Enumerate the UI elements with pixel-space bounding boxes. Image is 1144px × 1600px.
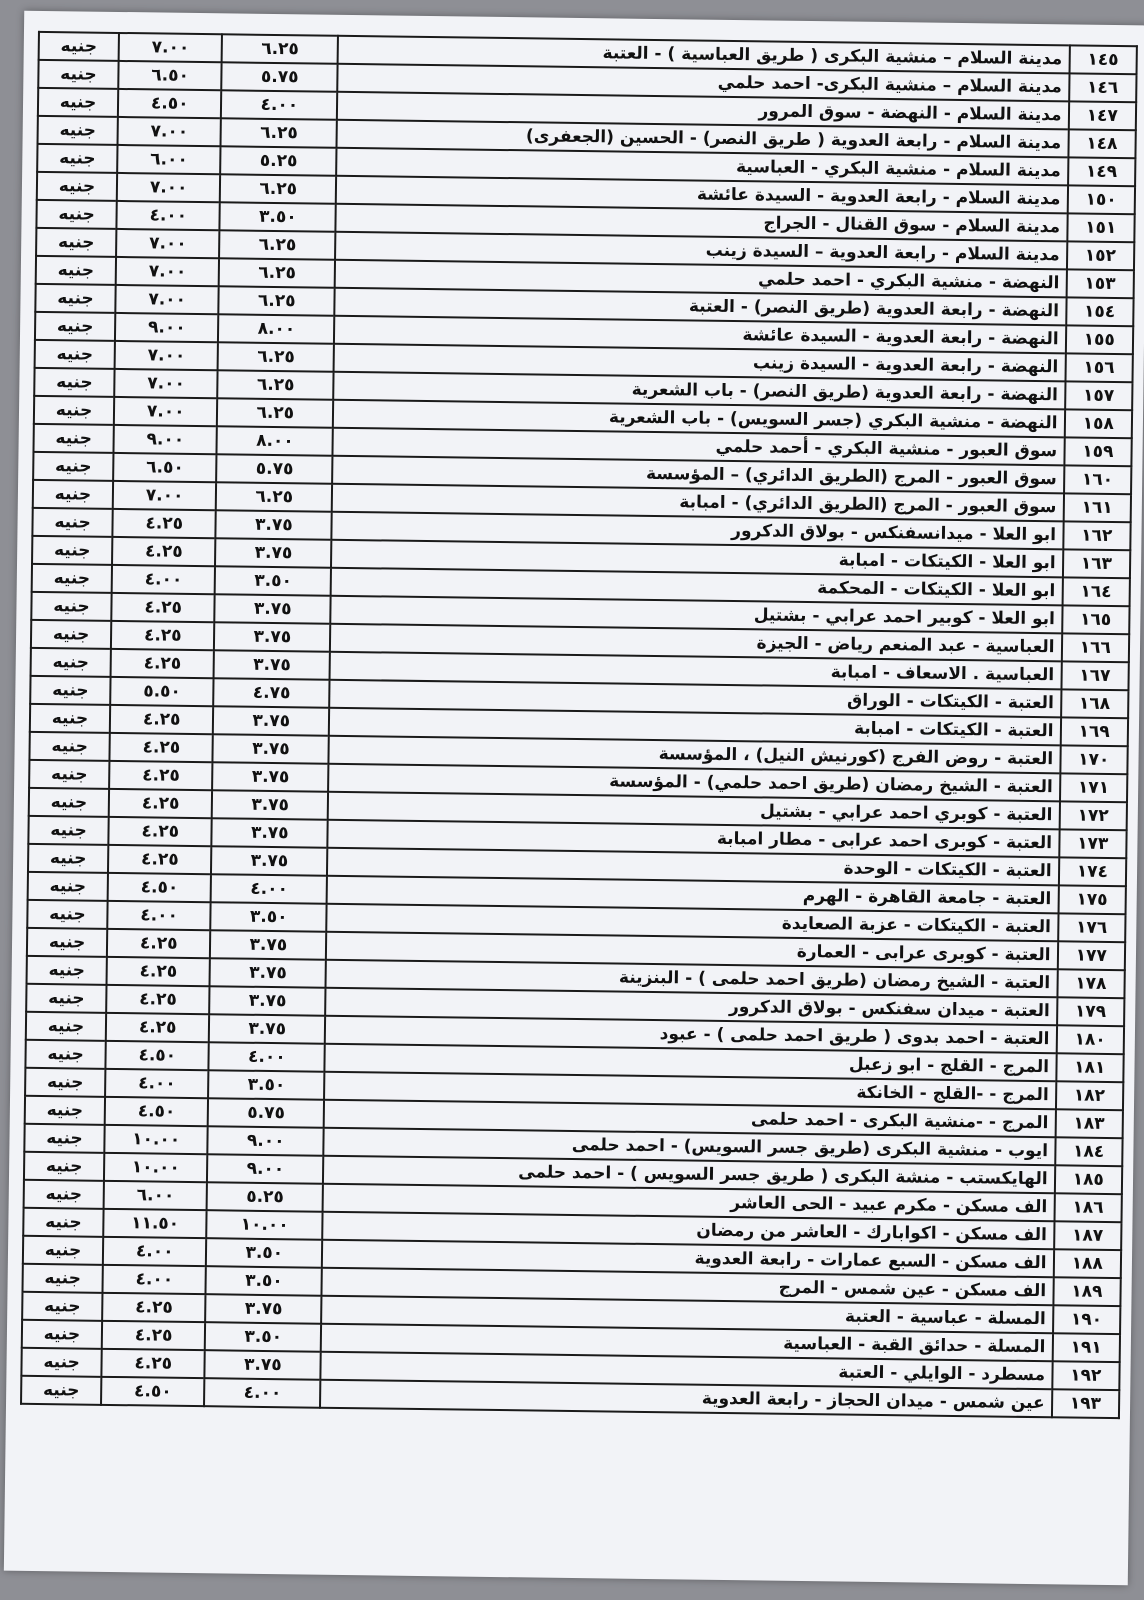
currency-label: جنيه — [38, 116, 118, 145]
fare-price-1: ٤.٠٠ — [221, 90, 337, 120]
route-name: العتبة - الشيخ رمضان (طريق احمد حلمي) - المؤسسة — [328, 764, 1060, 802]
route-name: النهضة - رابعة العدوية (طريق النصر) - باب الشعرية — [333, 372, 1065, 410]
fare-price-1: ٣.٥٠ — [206, 1238, 322, 1268]
row-number: ١٦٢ — [1063, 521, 1131, 550]
fare-price-1: ٣.٧٥ — [205, 1294, 321, 1324]
fare-table — [20, 31, 1138, 1419]
currency-label: جنيه — [33, 480, 113, 509]
currency-label: جنيه — [37, 144, 117, 173]
route-name: العتبة - الشيخ رمضان (طريق احمد حلمى ) - البنزينة — [326, 960, 1058, 998]
route-name: مدينة السلام - منشية البكري - العباسية — [336, 148, 1068, 186]
row-number: ١٤٧ — [1068, 101, 1136, 130]
fare-price-2: ١٠.٠٠ — [104, 1125, 208, 1154]
row-number: ١٥٥ — [1065, 325, 1133, 354]
row-number: ١٦٧ — [1061, 661, 1129, 690]
row-number: ١٦٣ — [1062, 549, 1130, 578]
fare-price-1: ٦.٢٥ — [219, 230, 335, 260]
fare-price-2: ٤.٥٠ — [118, 89, 222, 118]
fare-price-1: ٦.٢٥ — [217, 398, 333, 428]
fare-price-1: ٣.٧٥ — [214, 622, 330, 652]
row-number: ١٥٣ — [1066, 269, 1134, 298]
fare-price-1: ٣.٧٥ — [212, 818, 328, 848]
currency-label: جنيه — [29, 788, 109, 817]
fare-price-1: ٣.٧٥ — [205, 1350, 321, 1380]
row-number: ١٥٢ — [1067, 241, 1135, 270]
fare-price-1: ٩.٠٠ — [207, 1154, 323, 1184]
route-name: النهضة - رابعة العدوية (طريق النصر) - العتبة — [335, 288, 1067, 326]
fare-price-2: ١١.٥٠ — [103, 1209, 207, 1238]
route-name: النهضة - رابعة العدوية - السيدة عائشة — [334, 316, 1066, 354]
fare-price-1: ٩.٠٠ — [208, 1126, 324, 1156]
route-name: سوق العبور - منشية البكري - أحمد حلمي — [333, 428, 1065, 466]
route-name: العتبة - ميدان سفنكس - بولاق الدكرور — [325, 988, 1057, 1026]
row-number: ١٦٦ — [1061, 633, 1129, 662]
fare-price-1: ٣.٥٠ — [211, 902, 327, 932]
fare-price-1: ٦.٢٥ — [218, 370, 334, 400]
fare-price-2: ٧.٠٠ — [114, 369, 218, 398]
fare-price-2: ٤.٢٥ — [111, 649, 215, 678]
route-name: ابو العلا - ميدانسفنكس - بولاق الدكرور — [332, 512, 1064, 550]
row-number: ١٥١ — [1067, 213, 1135, 242]
row-number: ١٨٤ — [1055, 1137, 1123, 1166]
route-name: مدينة السلام - رابعة العدوية ( طريق النصر) - الحسين (الجعفرى) — [337, 120, 1069, 158]
fare-price-1: ٨.٠٠ — [218, 314, 334, 344]
fare-price-2: ٤.٢٥ — [102, 1321, 206, 1350]
currency-label: جنيه — [25, 1068, 105, 1097]
fare-price-1: ٣.٧٥ — [210, 930, 326, 960]
route-name: مدينة السلام - النهضة - سوق المرور — [337, 92, 1069, 130]
route-name: الف مسكن - اكوابارك - العاشر من رمضان — [322, 1212, 1054, 1250]
route-name: العتبة - احمد بدوى ( طريق احمد حلمى ) - عبود — [325, 1016, 1057, 1054]
fare-price-2: ٤.٢٥ — [108, 817, 212, 846]
fare-price-2: ٤.٠٠ — [107, 901, 211, 930]
fare-price-1: ٦.٢٥ — [218, 342, 334, 372]
currency-label: جنيه — [26, 984, 106, 1013]
fare-price-2: ٤.٠٠ — [103, 1265, 207, 1294]
fare-price-2: ٧.٠٠ — [117, 173, 221, 202]
row-number: ١٧٠ — [1060, 745, 1128, 774]
route-name: العتبة - كوبرى عرابى - العمارة — [326, 932, 1058, 970]
row-number: ١٧١ — [1060, 773, 1128, 802]
row-number: ١٥٤ — [1066, 297, 1134, 326]
fare-price-1: ٦.٢٥ — [219, 258, 335, 288]
currency-label: جنيه — [36, 228, 116, 257]
currency-label: جنيه — [27, 956, 107, 985]
route-name: مدينة السلام – منشية البكرى- احمد حلمي — [337, 64, 1069, 102]
fare-price-1: ٦.٢٥ — [219, 286, 335, 316]
currency-label: جنيه — [29, 732, 109, 761]
fare-price-2: ٤.٢٥ — [109, 761, 213, 790]
currency-label: جنيه — [24, 1152, 104, 1181]
fare-price-2: ٤.٢٥ — [109, 789, 213, 818]
route-name: ابو العلا - كوبير احمد عرابي - بشتيل — [331, 596, 1063, 634]
row-number: ١٧٨ — [1057, 969, 1125, 998]
fare-price-2: ٤.٠٠ — [105, 1069, 209, 1098]
row-number: ١٨١ — [1056, 1053, 1124, 1082]
fare-price-2: ٤.٢٥ — [108, 845, 212, 874]
row-number: ١٩٠ — [1053, 1305, 1121, 1334]
fare-price-1: ٣.٧٥ — [213, 734, 329, 764]
fare-price-1: ٤.٠٠ — [211, 874, 327, 904]
row-number: ١٦٤ — [1062, 577, 1130, 606]
route-name: الهايكستب - منشة البكرى ( طريق جسر السويس ) - احمد حلمى — [323, 1156, 1055, 1194]
currency-label: جنيه — [30, 676, 110, 705]
fare-price-1: ١٠.٠٠ — [207, 1210, 323, 1240]
fare-price-2: ٧.٠٠ — [115, 341, 219, 370]
currency-label: جنيه — [36, 200, 116, 229]
currency-label: جنيه — [28, 872, 108, 901]
fare-price-1: ٨.٠٠ — [217, 426, 333, 456]
fare-price-2: ٩.٠٠ — [115, 313, 219, 342]
fare-price-2: ٤.٢٥ — [102, 1293, 206, 1322]
row-number: ١٦٩ — [1060, 717, 1128, 746]
fare-price-1: ٥.٧٥ — [216, 454, 332, 484]
row-number: ١٨٢ — [1056, 1081, 1124, 1110]
currency-label: جنيه — [35, 340, 115, 369]
row-number: ١٥٠ — [1067, 185, 1135, 214]
fare-price-2: ١٠.٠٠ — [104, 1153, 208, 1182]
currency-label: جنيه — [34, 368, 114, 397]
currency-label: جنيه — [24, 1124, 104, 1153]
currency-label: جنيه — [25, 1096, 105, 1125]
row-number: ١٥٩ — [1064, 437, 1132, 466]
fare-price-1: ٣.٥٠ — [206, 1266, 322, 1296]
fare-price-1: ٦.٢٥ — [216, 482, 332, 512]
currency-label: جنيه — [34, 396, 114, 425]
fare-price-1: ٣.٧٥ — [215, 594, 331, 624]
fare-price-2: ٤.٠٠ — [103, 1237, 207, 1266]
fare-price-2: ٤.٢٥ — [110, 705, 214, 734]
route-name: سوق العبور - المرج (الطريق الدائري) - امبابة — [332, 484, 1064, 522]
currency-label: جنيه — [29, 760, 109, 789]
route-name: الف مسكن - السبع عمارات - رابعة العدوية — [322, 1240, 1054, 1278]
currency-label: جنيه — [21, 1376, 101, 1405]
currency-label: جنيه — [22, 1320, 102, 1349]
row-number: ١٨٧ — [1054, 1221, 1122, 1250]
currency-label: جنيه — [36, 256, 116, 285]
currency-label: جنيه — [23, 1208, 103, 1237]
row-number: ١٦٨ — [1061, 689, 1129, 718]
currency-label: جنيه — [25, 1040, 105, 1069]
fare-price-2: ٤.٢٥ — [107, 957, 211, 986]
row-number: ١٨٦ — [1054, 1193, 1122, 1222]
currency-label: جنيه — [24, 1180, 104, 1209]
fare-price-2: ٤.٢٥ — [112, 537, 216, 566]
currency-label: جنيه — [33, 452, 113, 481]
row-number: ١٧٤ — [1058, 857, 1126, 886]
route-name: الف مسكن - عين شمس - المرج — [322, 1268, 1054, 1306]
fare-price-2: ٤.٢٥ — [101, 1349, 205, 1378]
fare-price-2: ٤.٢٥ — [110, 733, 214, 762]
fare-price-1: ٣.٧٥ — [212, 762, 328, 792]
fare-price-2: ٤.٥٠ — [108, 873, 212, 902]
route-name: مدينة السلام - سوق القنال - الجراج — [336, 204, 1068, 242]
fare-price-2: ٧.٠٠ — [118, 117, 222, 146]
fare-price-1: ٦.٢٥ — [220, 174, 336, 204]
fare-price-2: ٤.٠٠ — [112, 565, 216, 594]
fare-price-2: ٦.٥٠ — [113, 453, 217, 482]
fare-price-1: ٣.٥٠ — [220, 202, 336, 232]
fare-price-1: ٣.٥٠ — [208, 1070, 324, 1100]
fare-price-2: ٥.٥٠ — [110, 677, 214, 706]
route-name: العتبة - الكيتكات - عزبة الصعايدة — [326, 904, 1058, 942]
row-number: ١٨٣ — [1055, 1109, 1123, 1138]
fare-price-1: ٥.٧٥ — [222, 62, 338, 92]
route-name: النهضة - منشية البكري - احمد حلمي — [335, 260, 1067, 298]
currency-label: جنيه — [27, 928, 107, 957]
route-name: مسطرد - الوايلي - العتبة — [321, 1352, 1053, 1390]
fare-price-2: ٧.٠٠ — [116, 229, 220, 258]
row-number: ١٧٥ — [1058, 885, 1126, 914]
fare-table-body — [21, 32, 1137, 1418]
fare-price-1: ٤.٠٠ — [209, 1042, 325, 1072]
fare-price-1: ٥.٢٥ — [220, 146, 336, 176]
route-name: النهضة - رابعة العدوية - السيدة زينب — [334, 344, 1066, 382]
row-number: ١٩٣ — [1051, 1389, 1119, 1418]
fare-price-1: ٣.٧٥ — [214, 650, 330, 680]
route-name: عين شمس - ميدان الحجاز - رابعة العدوية — [320, 1380, 1052, 1418]
currency-label: جنيه — [30, 704, 110, 733]
fare-price-2: ٤.٢٥ — [106, 1013, 210, 1042]
row-number: ١٤٦ — [1069, 73, 1137, 102]
route-name: المسلة - عباسية - العتبة — [321, 1296, 1053, 1334]
row-number: ١٥٨ — [1064, 409, 1132, 438]
row-number: ١٤٩ — [1068, 157, 1136, 186]
currency-label: جنيه — [22, 1264, 102, 1293]
fare-price-2: ٤.٢٥ — [111, 621, 215, 650]
fare-price-2: ٦.٠٠ — [104, 1181, 208, 1210]
fare-price-2: ٧.٠٠ — [116, 257, 220, 286]
currency-label: جنيه — [39, 32, 119, 61]
currency-label: جنيه — [38, 88, 118, 117]
currency-label: جنيه — [21, 1348, 101, 1377]
route-name: العتبة - روض الفرج (كورنيش النيل) ، المؤسسة — [329, 736, 1061, 774]
fare-price-2: ٤.٥٠ — [105, 1097, 209, 1126]
row-number: ١٩٢ — [1052, 1361, 1120, 1390]
fare-price-1: ٦.٢٥ — [222, 34, 338, 64]
currency-label: جنيه — [31, 648, 111, 677]
fare-price-2: ٦.٥٠ — [118, 61, 222, 90]
paper-sheet — [4, 11, 1144, 1586]
route-name: العتبة - الكيتكات - امبابة — [329, 708, 1061, 746]
row-number: ١٦٥ — [1062, 605, 1130, 634]
fare-price-1: ٤.٠٠ — [204, 1378, 320, 1408]
row-number: ١٩١ — [1052, 1333, 1120, 1362]
route-name: المرج - القلج - ابو زعبل — [325, 1044, 1057, 1082]
row-number: ١٨٨ — [1053, 1249, 1121, 1278]
route-name: المرج - -القلج - الخانكة — [324, 1072, 1056, 1110]
route-name: ايوب - منشية البكرى (طريق جسر السويس) - احمد حلمى — [324, 1128, 1056, 1166]
route-name: مدينة السلام - رابعة العدوية – السيدة زينب — [335, 232, 1067, 270]
fare-price-1: ٣.٧٥ — [209, 1014, 325, 1044]
fare-price-1: ٣.٧٥ — [212, 790, 328, 820]
row-number: ١٧٧ — [1057, 941, 1125, 970]
fare-price-1: ٣.٧٥ — [210, 958, 326, 988]
currency-label: جنيه — [27, 900, 107, 929]
fare-price-1: ٣.٥٠ — [205, 1322, 321, 1352]
currency-label: جنيه — [28, 816, 108, 845]
fare-price-1: ٦.٢٥ — [221, 118, 337, 148]
currency-label: جنيه — [31, 592, 111, 621]
fare-price-1: ٣.٧٥ — [209, 986, 325, 1016]
route-name: مدينة السلام – منشية البكرى ( طريق العباسية ) - العتبة — [338, 36, 1070, 74]
row-number: ١٨٩ — [1053, 1277, 1121, 1306]
fare-price-1: ٤.٧٥ — [214, 678, 330, 708]
row-number: ١٨٥ — [1054, 1165, 1122, 1194]
route-name: العتبة - كوبري احمد عرابي - بشتيل — [328, 792, 1060, 830]
row-number: ١٤٥ — [1069, 45, 1137, 74]
route-name: العباسية - عبد المنعم رياض - الجيزة — [330, 624, 1062, 662]
fare-price-2: ٤.٢٥ — [112, 509, 216, 538]
fare-price-2: ٤.٥٠ — [106, 1041, 210, 1070]
currency-label: جنيه — [31, 620, 111, 649]
currency-label: جنيه — [35, 312, 115, 341]
currency-label: جنيه — [23, 1236, 103, 1265]
route-name: العتبة - كوبرى احمد عرابى - مطار امبابة — [328, 820, 1060, 858]
fare-price-1: ٣.٧٥ — [211, 846, 327, 876]
route-name: المرج - -منشية البكرى - احمد حلمى — [324, 1100, 1056, 1138]
row-number: ١٧٩ — [1057, 997, 1125, 1026]
route-name: مدينة السلام - رابعة العدوية - السيدة عائشة — [336, 176, 1068, 214]
fare-price-1: ٣.٧٥ — [213, 706, 329, 736]
row-number: ١٦٠ — [1064, 465, 1132, 494]
currency-label: جنيه — [38, 60, 118, 89]
currency-label: جنيه — [32, 536, 112, 565]
route-name: الف مسكن - مكرم عبيد - الحى العاشر — [323, 1184, 1055, 1222]
row-number: ١٨٠ — [1056, 1025, 1124, 1054]
fare-price-2: ٦.٠٠ — [117, 145, 221, 174]
row-number: ١٥٧ — [1065, 381, 1133, 410]
route-name: المسلة - حدائق القبة - العباسية — [321, 1324, 1053, 1362]
row-number: ١٧٦ — [1058, 913, 1126, 942]
fare-price-1: ٥.٧٥ — [208, 1098, 324, 1128]
route-name: العتبة - جامعة القاهرة - الهرم — [327, 876, 1059, 914]
row-number: ١٧٣ — [1059, 829, 1127, 858]
currency-label: جنيه — [37, 172, 117, 201]
row-number: ١٦١ — [1063, 493, 1131, 522]
row-number: ١٤٨ — [1068, 129, 1136, 158]
fare-price-1: ٣.٧٥ — [215, 538, 331, 568]
route-name: العباسية . الاسعاف - امبابة — [330, 652, 1062, 690]
route-name: النهضة - منشية البكري (جسر السويس) - باب الشعرية — [333, 400, 1065, 438]
fare-price-2: ٤.٢٥ — [107, 929, 211, 958]
row-number: ١٧٢ — [1059, 801, 1127, 830]
currency-label: جنيه — [26, 1012, 106, 1041]
fare-price-1: ٣.٧٥ — [216, 510, 332, 540]
currency-label: جنيه — [28, 844, 108, 873]
currency-label: جنيه — [32, 564, 112, 593]
fare-price-2: ٩.٠٠ — [114, 425, 218, 454]
fare-price-1: ٥.٢٥ — [207, 1182, 323, 1212]
route-name: ابو العلا - الكيتكات - المحكمة — [331, 568, 1063, 606]
fare-price-2: ٧.٠٠ — [119, 33, 223, 62]
route-name: سوق العبور - المرج (الطريق الدائري) – المؤسسة — [332, 456, 1064, 494]
fare-price-2: ٧.٠٠ — [113, 481, 217, 510]
route-name: ابو العلا - الكيتكات - امبابة — [331, 540, 1063, 578]
fare-price-2: ٤.٥٠ — [101, 1377, 205, 1406]
fare-price-2: ٤.٠٠ — [117, 201, 221, 230]
fare-price-2: ٤.٢٥ — [106, 985, 210, 1014]
route-name: العتبة - الكيتكات - الوحدة — [327, 848, 1059, 886]
currency-label: جنيه — [32, 508, 112, 537]
currency-label: جنيه — [22, 1292, 102, 1321]
fare-price-2: ٧.٠٠ — [114, 397, 218, 426]
row-number: ١٥٦ — [1065, 353, 1133, 382]
fare-price-2: ٤.٢٥ — [111, 593, 215, 622]
currency-label: جنيه — [35, 284, 115, 313]
fare-price-2: ٧.٠٠ — [115, 285, 219, 314]
fare-price-1: ٣.٥٠ — [215, 566, 331, 596]
route-name: العتبة - الكيتكات - الوراق — [329, 680, 1061, 718]
currency-label: جنيه — [33, 424, 113, 453]
